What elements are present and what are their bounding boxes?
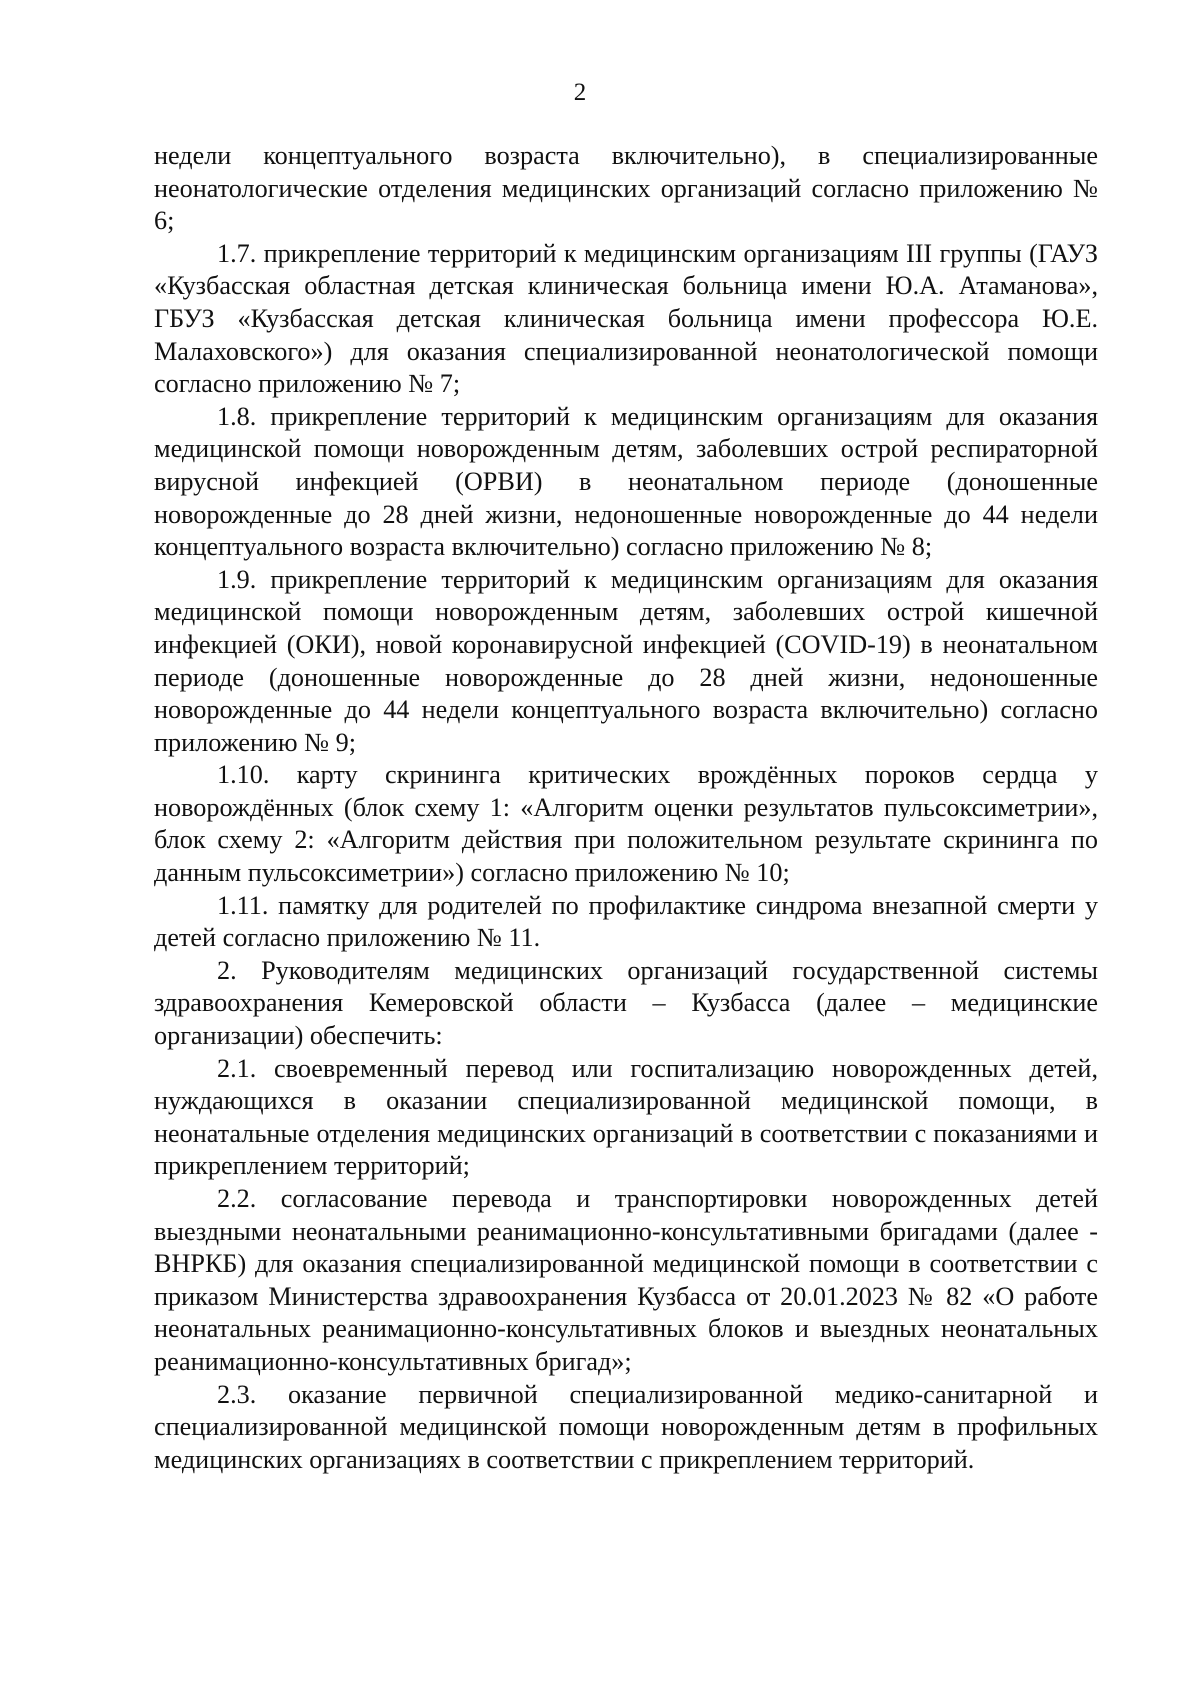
paragraph-1-10: 1.10. карту скрининга критических врождённых пороков сердца у новорождённых (блок схему 1: «Алгоритм оценки результатов пульсоксиметрии», блок схему 2: «Алгоритм действия при положительном результате скрининга по данным пульсоксиметрии») согласно приложению № 10; <box>154 760 1098 888</box>
paragraph-2-1: 2.1. своевременный перевод или госпитализацию новорожденных детей, нуждающихся в оказании специализированной медицинской помощи, в неонатальные отделения медицинских организаций в соответствии с показаниями и прикреплением территорий; <box>154 1053 1098 1181</box>
paragraph-1-11: 1.11. памятку для родителей по профилактике синдрома внезапной смерти у детей согласно приложению № 11. <box>154 890 1098 953</box>
page-number: 2 <box>573 79 587 106</box>
paragraph: недели концептуального возраста включительно), в специализированные неонатологические отделения медицинских организаций согласно приложению № 6; <box>154 141 1098 236</box>
document-body <box>154 140 1098 1476</box>
paragraph-2-3: 2.3. оказание первичной специализированной медико-санитарной и специализированной медицинской помощи новорожденным детям в профильных медицинских организациях в соответствии с прикреплением территорий. <box>154 1379 1098 1474</box>
paragraph-1-7: 1.7. прикрепление территорий к медицинским организациям III группы (ГАУЗ «Кузбасская областная детская клиническая больница имени Ю.А. Атаманова», ГБУЗ «Кузбасская детская клиническая больница имени профессора Ю.Е. Малаховского») для оказания специализированной неонатологической помощи согласно приложению № 7; <box>154 238 1098 399</box>
paragraph-1-8: 1.8. прикрепление территорий к медицинским организациям для оказания медицинской помощи новорожденным детям, заболевших острой респираторной вирусной инфекцией (ОРВИ) в неонатальном периоде (доношенные новорожденные до 28 дней жизни, недоношенные новорожденные до 44 недели концептуального возраста включительно) согласно приложению № 8; <box>154 401 1098 562</box>
paragraph-2-2: 2.2. согласование перевода и транспортировки новорожденных детей выездными неонатальными реанимационно-консультативными бригадами (далее - ВНРКБ) для оказания специализированной медицинской помощи в соответствии с приказом Министерства здравоохранения Кузбасса от 20.01.2023 № 82 «О работе неонатальных реанимационно-консультативных блоков и выездных неонатальных реанимационно-консультативных бригад»; <box>154 1184 1098 1376</box>
paragraph-1-9: 1.9. прикрепление территорий к медицинским организациям для оказания медицинской помощи новорожденным детям, заболевших острой кишечной инфекцией (ОКИ), новой коронавирусной инфекцией (COVID-19) в неонатальном периоде (доношенные новорожденные до 28 дней жизни, недоношенные новорожденные до 44 недели концептуального возраста включительно) согласно приложению № 9; <box>154 564 1098 757</box>
paragraph-2: 2. Руководителям медицинских организаций государственной системы здравоохранения Кемеровской области – Кузбасса (далее – медицинские организации) обеспечить: <box>154 955 1098 1051</box>
